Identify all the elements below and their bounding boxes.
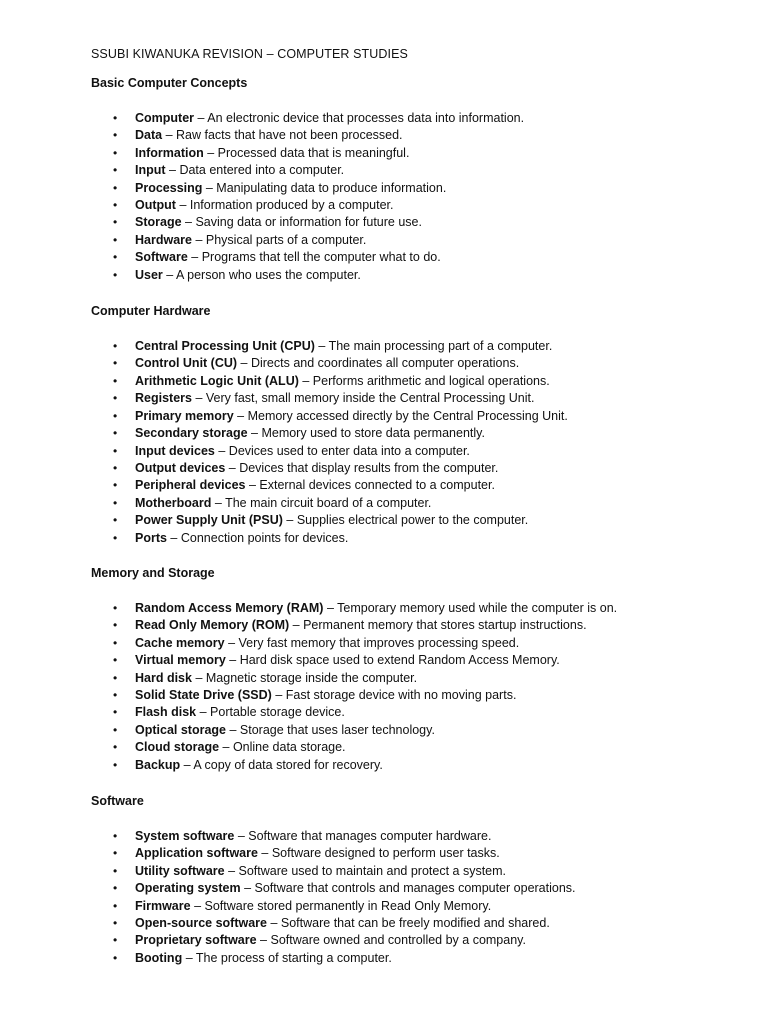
bullet-icon: • — [113, 670, 118, 685]
list-item — [91, 162, 731, 179]
bullet-icon: • — [113, 950, 118, 965]
list-item-separator: – — [247, 426, 262, 441]
bullet-icon: • — [113, 495, 118, 510]
list-item-definition: The main processing part of a computer. — [328, 339, 553, 354]
list-item — [91, 180, 731, 197]
list-item-definition: Hard disk space used to extend Random Access Memory. — [239, 653, 560, 668]
list-item-separator: – — [256, 933, 271, 948]
list-item-separator: – — [282, 513, 297, 528]
list-item — [91, 617, 731, 634]
list-item-definition: Manipulating data to produce information. — [216, 180, 447, 195]
list-item-term: Secondary storage — [135, 426, 248, 441]
list-item-term: Open-source software — [135, 916, 267, 931]
list-item-term: Proprietary software — [135, 933, 257, 948]
list-item-separator: – — [257, 846, 272, 861]
list-item — [91, 635, 731, 652]
list-item-definition: Information produced by a computer. — [189, 198, 394, 213]
list-item — [91, 880, 731, 897]
bullet-icon: • — [113, 408, 118, 423]
list-item — [91, 530, 731, 547]
list-item — [91, 443, 731, 460]
list-item-separator: – — [180, 757, 194, 772]
list-item — [91, 338, 731, 355]
list-item-term: Hard disk — [135, 670, 192, 685]
list-item-separator: – — [314, 339, 329, 354]
list-item — [91, 197, 731, 214]
bullet-icon: • — [113, 250, 118, 265]
list-item-definition: The main circuit board of a computer. — [225, 495, 432, 510]
list-item-separator: – — [271, 687, 286, 702]
list-item-separator: – — [162, 267, 177, 282]
list-item-term: Cache memory — [135, 635, 225, 650]
list-item-term: Hardware — [135, 232, 192, 247]
list-item-separator: – — [224, 635, 239, 650]
list-item-separator: – — [298, 373, 313, 388]
list-item — [91, 425, 731, 442]
list-item-term: User — [135, 267, 163, 282]
list-item-separator: – — [240, 881, 255, 896]
list-item-definition: Magnetic storage inside the computer. — [205, 670, 418, 685]
list-item-term: Solid State Drive (SSD) — [135, 687, 272, 702]
list-item-term: Ports — [135, 530, 167, 545]
bullet-icon: • — [113, 356, 118, 371]
list-item-separator: – — [202, 180, 217, 195]
list-item-term: Data — [135, 128, 163, 143]
bullet-icon: • — [113, 916, 118, 931]
list-item-definition: Programs that tell the computer what to do. — [201, 250, 441, 265]
list-item-separator: – — [187, 250, 202, 265]
bullet-icon: • — [113, 722, 118, 737]
list-item-term: Input — [135, 163, 166, 178]
list-item-term: Primary memory — [135, 408, 234, 423]
bullet-icon: • — [113, 881, 118, 896]
list-item — [91, 863, 731, 880]
section — [91, 303, 731, 547]
list-item — [91, 232, 731, 249]
list-item — [91, 127, 731, 144]
list-item-definition: Saving data or information for future use. — [195, 215, 422, 230]
list-item-separator: – — [225, 460, 240, 475]
section-heading: Basic Computer Concepts — [91, 76, 248, 90]
bullet-icon: • — [113, 653, 118, 668]
bullet-icon: • — [113, 757, 118, 772]
list-item — [91, 460, 731, 477]
bullet-icon: • — [113, 180, 118, 195]
list-item-definition: Permanent memory that stores startup instructions. — [303, 618, 587, 633]
list-item — [91, 898, 731, 915]
list-item — [91, 739, 731, 756]
list-item-separator: – — [225, 653, 240, 668]
list-item-definition: Connection points for devices. — [180, 530, 349, 545]
list-item — [91, 845, 731, 862]
list-item-term: Central Processing Unit (CPU) — [135, 339, 315, 354]
list-item-separator: – — [237, 356, 251, 371]
list-item-term: Arithmetic Logic Unit (ALU) — [135, 373, 299, 388]
list-item-term: Cloud storage — [135, 740, 220, 755]
list-item-term: Software — [135, 250, 188, 265]
list-item-separator: – — [191, 670, 206, 685]
list-item — [91, 670, 731, 687]
list-item-term: System software — [135, 829, 235, 843]
list-item-term: Computer — [135, 111, 195, 125]
list-item-definition: Software used to maintain and protect a system. — [238, 863, 507, 878]
list-item-separator: – — [191, 391, 206, 406]
list-item-definition: Software that manages computer hardware. — [248, 829, 492, 843]
list-item-term: Firmware — [135, 898, 191, 913]
list-item-term: Storage — [135, 215, 182, 230]
list-item — [91, 110, 731, 127]
bullet-icon: • — [113, 460, 118, 475]
list-item-definition: Processed data that is meaningful. — [217, 145, 410, 160]
list-item-definition: Software owned and controlled by a company. — [270, 933, 526, 948]
bullet-icon: • — [113, 933, 118, 948]
list-item-separator: – — [245, 478, 260, 493]
list-item-definition: Portable storage device. — [210, 705, 345, 720]
list-item-term: Flash disk — [135, 705, 197, 720]
list-item-definition: Directs and coordinates all computer operations. — [250, 356, 520, 371]
list-item-term: Information — [135, 145, 204, 160]
list-item-separator: – — [289, 618, 304, 633]
list-item-definition: Fast storage device with no moving parts. — [285, 687, 517, 702]
list-item-term: Random Access Memory (RAM) — [135, 600, 324, 615]
list-item-separator: – — [191, 232, 206, 247]
bullet-list — [91, 110, 731, 284]
list-item-separator: – — [165, 163, 180, 178]
document-page — [91, 46, 731, 967]
list-item-separator: – — [224, 863, 239, 878]
bullet-icon: • — [113, 426, 118, 441]
bullet-icon: • — [113, 198, 118, 213]
list-item-definition: Memory accessed directly by the Central Processing Unit. — [247, 408, 568, 423]
list-item-definition: Very fast, small memory inside the Central Processing Unit. — [205, 391, 535, 406]
list-item-definition: Raw facts that have not been processed. — [176, 128, 403, 143]
list-item-separator: – — [211, 495, 226, 510]
list-item-definition: A person who uses the computer. — [176, 267, 361, 282]
bullet-icon: • — [113, 111, 118, 125]
list-item-term: Output devices — [135, 460, 226, 475]
document-title: SSUBI KIWANUKA REVISION – COMPUTER STUDIES — [91, 47, 408, 61]
list-item-separator: – — [194, 111, 208, 125]
list-item-definition: Temporary memory used while the computer is on. — [337, 600, 618, 615]
bullet-icon: • — [113, 145, 118, 160]
list-item — [91, 249, 731, 266]
list-item-definition: Online data storage. — [232, 740, 346, 755]
list-item-separator: – — [233, 408, 248, 423]
list-item-definition: The process of starting a computer. — [195, 950, 392, 965]
list-item — [91, 267, 731, 284]
section — [91, 75, 731, 284]
bullet-icon: • — [113, 530, 118, 545]
list-item — [91, 915, 731, 932]
bullet-icon: • — [113, 740, 118, 755]
list-item-separator: – — [214, 443, 229, 458]
list-item-separator: – — [266, 916, 281, 931]
list-item — [91, 687, 731, 704]
list-item-term: Input devices — [135, 443, 215, 458]
list-item-separator: – — [203, 145, 218, 160]
list-item-definition: Software that controls and manages computer operations. — [254, 881, 576, 896]
bullet-icon: • — [113, 339, 118, 354]
list-item-definition: Supplies electrical power to the computer. — [296, 513, 529, 528]
bullet-icon: • — [113, 443, 118, 458]
bullet-icon: • — [113, 478, 118, 493]
list-item — [91, 950, 731, 967]
list-item-term: Peripheral devices — [135, 478, 246, 493]
bullet-icon: • — [113, 373, 118, 388]
bullet-icon: • — [113, 391, 118, 406]
list-item-definition: Performs arithmetic and logical operations. — [312, 373, 550, 388]
list-item — [91, 757, 731, 774]
list-item-separator: – — [234, 829, 249, 843]
list-item — [91, 355, 731, 372]
list-item-definition: A copy of data stored for recovery. — [193, 757, 383, 772]
list-item-separator: – — [162, 128, 176, 143]
list-item-definition: Devices that display results from the computer. — [239, 460, 499, 475]
bullet-icon: • — [113, 215, 118, 230]
list-item-separator: – — [175, 198, 190, 213]
list-item-definition: Data entered into a computer. — [179, 163, 345, 178]
bullet-icon: • — [113, 687, 118, 702]
section-heading: Computer Hardware — [91, 304, 211, 319]
list-item — [91, 214, 731, 231]
list-item-term: Operating system — [135, 881, 241, 896]
bullet-icon: • — [113, 635, 118, 650]
list-item-term: Motherboard — [135, 495, 212, 510]
sections-container — [91, 75, 731, 967]
list-item-term: Optical storage — [135, 722, 226, 737]
list-item-term: Virtual memory — [135, 653, 226, 668]
list-item — [91, 652, 731, 669]
list-item — [91, 495, 731, 512]
list-item-term: Processing — [135, 180, 203, 195]
list-item — [91, 704, 731, 721]
bullet-icon: • — [113, 618, 118, 633]
list-item-separator: – — [166, 530, 181, 545]
bullet-icon: • — [113, 232, 118, 247]
bullet-icon: • — [113, 600, 118, 615]
bullet-list — [91, 828, 731, 967]
list-item-term: Output — [135, 198, 176, 213]
bullet-list — [91, 600, 731, 774]
list-item — [91, 477, 731, 494]
list-item-separator: – — [182, 950, 196, 965]
section-heading: Memory and Storage — [91, 565, 215, 580]
list-item-definition: Software stored permanently in Read Only Memory. — [204, 898, 492, 913]
list-item-definition: Very fast memory that improves processing speed. — [238, 635, 520, 650]
list-item — [91, 722, 731, 739]
list-item-term: Utility software — [135, 863, 225, 878]
list-item-definition: Devices used to enter data into a computer. — [228, 443, 470, 458]
list-item — [91, 932, 731, 949]
list-item-separator: – — [219, 740, 233, 755]
bullet-icon: • — [113, 705, 118, 720]
list-item-definition: Memory used to store data permanently. — [261, 426, 485, 441]
list-item — [91, 145, 731, 162]
list-item — [91, 512, 731, 529]
bullet-icon: • — [113, 267, 118, 282]
list-item-definition: An electronic device that processes data into information. — [207, 111, 525, 125]
list-item — [91, 828, 731, 845]
list-item — [91, 408, 731, 425]
list-item — [91, 390, 731, 407]
list-item-definition: Physical parts of a computer. — [205, 232, 367, 247]
list-item-definition: Software that can be freely modified and shared. — [280, 916, 550, 931]
list-item — [91, 373, 731, 390]
bullet-icon: • — [113, 863, 118, 878]
bullet-icon: • — [113, 163, 118, 178]
bullet-icon: • — [113, 829, 118, 843]
list-item-separator: – — [226, 722, 240, 737]
list-item-definition: Storage that uses laser technology. — [239, 722, 435, 737]
list-item-definition: External devices connected to a computer. — [259, 478, 495, 493]
list-item-term: Read Only Memory (ROM) — [135, 618, 290, 633]
list-item — [91, 600, 731, 617]
list-item-term: Booting — [135, 950, 183, 965]
section — [91, 793, 731, 967]
list-item-term: Power Supply Unit (PSU) — [135, 513, 283, 528]
section — [91, 565, 731, 774]
bullet-icon: • — [113, 128, 118, 143]
bullet-icon: • — [113, 898, 118, 913]
bullet-icon: • — [113, 513, 118, 528]
section-heading: Software — [91, 794, 144, 808]
list-item-term: Control Unit (CU) — [135, 356, 238, 371]
list-item-separator: – — [323, 600, 338, 615]
list-item-separator: – — [181, 215, 196, 230]
bullet-icon: • — [113, 846, 118, 861]
bullet-list — [91, 338, 731, 547]
list-item-term: Registers — [135, 391, 192, 406]
list-item-separator: – — [196, 705, 211, 720]
list-item-term: Backup — [135, 757, 181, 772]
list-item-separator: – — [190, 898, 205, 913]
list-item-term: Application software — [135, 846, 258, 861]
list-item-definition: Software designed to perform user tasks. — [271, 846, 500, 861]
